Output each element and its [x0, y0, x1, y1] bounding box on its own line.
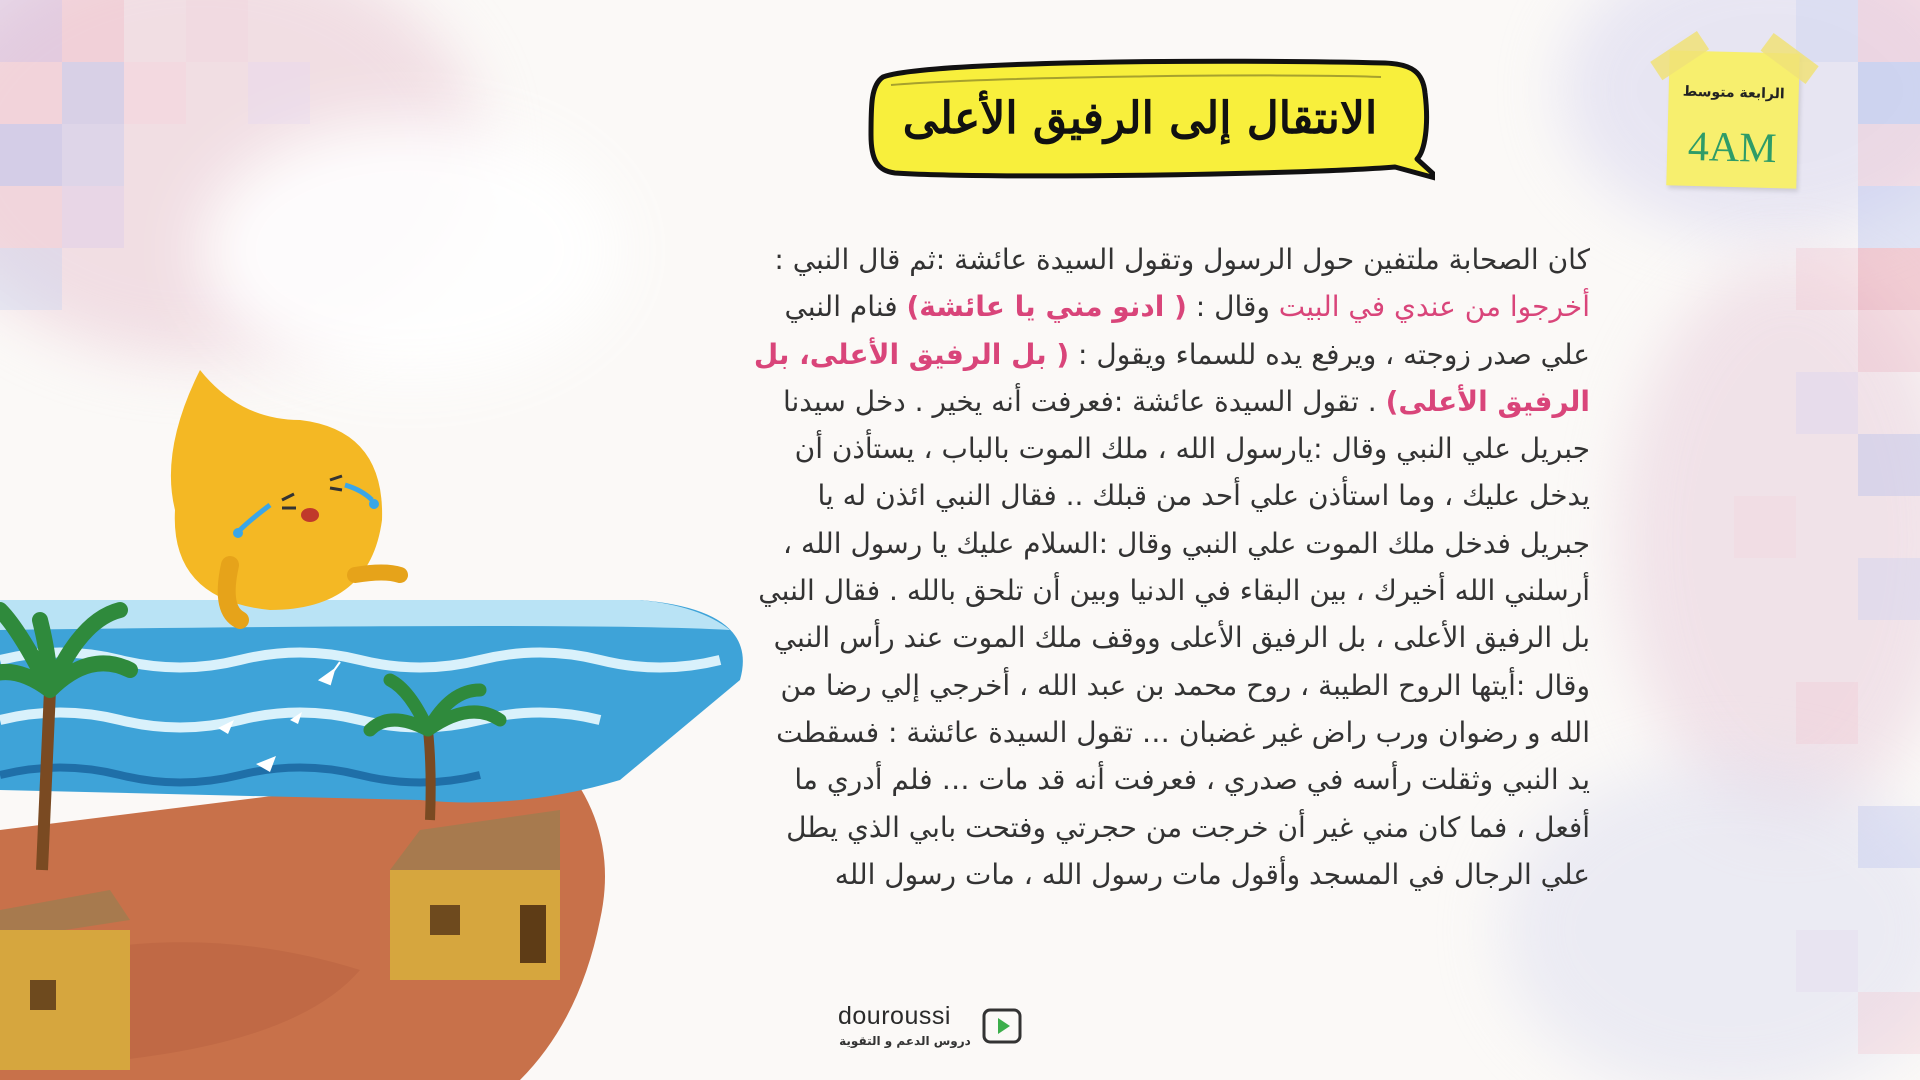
story-segment: كان الصحابة ملتفين حول الرسول وتقول السيدة عائشة :ثم قال النبي :	[774, 243, 1590, 276]
quote-highlight: أخرجوا من عندي في البيت	[1278, 290, 1590, 324]
grade-code: 4AM	[1687, 123, 1778, 173]
story-segment: فنام النبي علي صدر زوجته ، ويرفع يده للسماء ويقول :	[784, 290, 1590, 371]
logo-tagline: دروس الدعم و التقوية	[839, 1034, 971, 1048]
story-text	[745, 236, 1590, 1006]
grade-label: الرابعة متوسط	[1682, 83, 1785, 103]
story-segment: وقال :	[1186, 290, 1279, 324]
logo-wordmark: douroussi	[838, 1002, 951, 1030]
story-illustration	[0, 360, 760, 1080]
quote-highlight: ( بل الرفيق الأعلى، بل الرفيق الأعلى)	[753, 337, 1590, 418]
page-title: الانتقال إلى الرفيق الأعلى	[902, 92, 1378, 144]
story-segment: . تقول السيدة عائشة :فعرفت أنه يخير . دخل سيدنا جبريل علي النبي وقال :يارسول الله ، ملك الموت بالباب ، يستأذن أن يدخل عليك ، وما استأذن علي أحد من قبلك .. فقال النبي ائذن له يا جبريل فدخل ملك الموت علي النبي وقال :السلام عليك يا رسول الله ، أرسلني الله أخيرك ، بين البقاء في الدنيا وبين أن تلحق بالله . فقال النبي بل الرفيق الأعلى ، بل الرفيق الأعلى ووقف ملك الموت عند رأس النبي وقال :أيتها الروح الطيبة ، روح محمد بن عبد الله ، أخرجي إلي رضا من الله و رضوان ورب راض غير غضبان … تقول السيدة عائشة : فسقطت يد النبي وثقلت رأسه في صدري ، فعرفت أنه قد مات … فلم أدري ما أفعل ، فما كان مني غير أن خرجت من حجرتي وفتحت بابي الذي يطل علي الرجال في المسجد وأقول مات رسول الله ، مات رسول الله	[758, 384, 1590, 891]
grade-sticky-note	[1666, 50, 1799, 188]
douroussi-logo	[838, 1000, 1028, 1056]
play-icon	[980, 1004, 1026, 1050]
quote-highlight: ( ادنو مني يا عائشة)	[906, 290, 1187, 324]
